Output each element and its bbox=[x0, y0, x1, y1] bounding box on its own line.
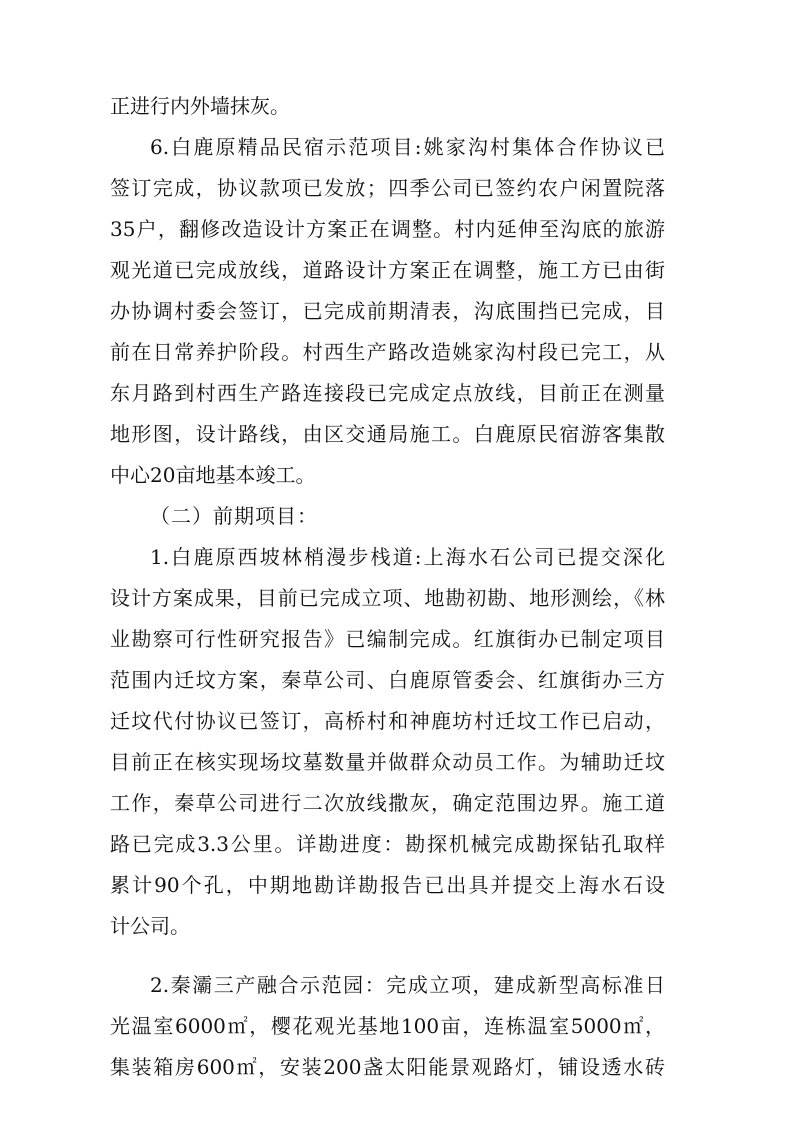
item-1-line-4: 范围内迁坟方案，秦草公司、白鹿原管委会、红旗街办三方 bbox=[110, 668, 665, 692]
item-6-line-2: 签订完成，协议款项已发放；四季公司已签约农户闲置院落 bbox=[110, 176, 665, 200]
item-1-line-5: 迁坟代付协议已签订，高桥村和神鹿坊村迁坟工作已启动， bbox=[110, 709, 665, 733]
item-2-line-2: 光温室6000㎡，樱花观光基地100亩，连栋温室5000㎡， bbox=[110, 1014, 665, 1038]
item-1-line-2: 设计方案成果，目前已完成立项、地勘初勘、地形测绘，《林 bbox=[110, 586, 665, 610]
item-2-line-3: 集装箱房600㎡，安装200盏太阳能景观路灯，铺设透水砖 bbox=[110, 1055, 665, 1079]
paragraph-line-1: 正进行内外墙抹灰。 bbox=[110, 94, 290, 118]
item-6-line-5: 办协调村委会签订，已完成前期清表，沟底围挡已完成，目 bbox=[110, 299, 665, 323]
item-6-line-9: 中心20亩地基本竣工。 bbox=[110, 463, 316, 487]
item-1-line-3: 业勘察可行性研究报告》已编制完成。红旗街办已制定项目 bbox=[110, 627, 665, 651]
item-6-heading-line: 6.白鹿原精品民宿示范项目:姚家沟村集体合作协议已 bbox=[150, 135, 665, 159]
item-1-line-6: 目前正在核实现场坟墓数量并做群众动员工作。为辅助迁坟 bbox=[110, 750, 665, 774]
item-6-line-6: 前在日常养护阶段。村西生产路改造姚家沟村段已完工，从 bbox=[110, 340, 665, 364]
item-1-line-9: 累计90个孔，中期地勘详勘报告已出具并提交上海水石设 bbox=[110, 873, 665, 897]
paragraph-spacer bbox=[110, 947, 665, 965]
item-1-line-10: 计公司。 bbox=[110, 914, 190, 938]
item-1-line-7: 工作，秦草公司进行二次放线撒灰，确定范围边界。施工道 bbox=[110, 791, 665, 815]
item-6-line-8: 地形图，设计路线，由区交通局施工。白鹿原民宿游客集散 bbox=[110, 422, 665, 446]
item-6-line-7: 东月路到村西生产路连接段已完成定点放线，目前正在测量 bbox=[110, 381, 665, 405]
item-6-line-3: 35户，翻修改造设计方案正在调整。村内延伸至沟底的旅游 bbox=[110, 217, 665, 241]
item-1-heading-line: 1.白鹿原西坡林梢漫步栈道:上海水石公司已提交深化 bbox=[150, 545, 665, 569]
item-2-heading-line: 2.秦灞三产融合示范园：完成立项，建成新型高标准日 bbox=[150, 973, 665, 997]
item-6-line-4: 观光道已完成放线，道路设计方案正在调整，施工方已由街 bbox=[110, 258, 665, 282]
item-1-line-8: 路已完成3.3公里。详勘进度：勘探机械完成勘探钻孔取样 bbox=[110, 832, 665, 856]
section-heading-preliminary: （二）前期项目： bbox=[150, 504, 318, 528]
